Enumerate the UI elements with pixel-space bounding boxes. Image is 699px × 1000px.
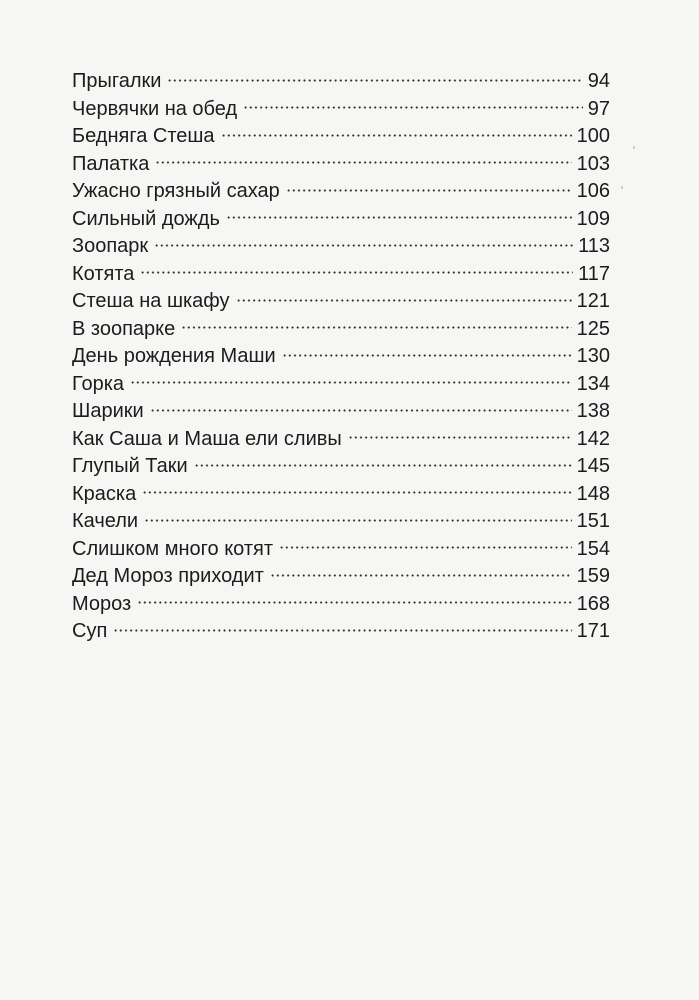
toc-entry-title: Котята xyxy=(72,262,135,285)
toc-entry-page-number: 134 xyxy=(576,372,610,395)
toc-entry xyxy=(72,371,610,399)
toc-entry xyxy=(72,261,610,289)
toc-entry-title: Червячки на обед xyxy=(72,97,238,120)
dot-leader xyxy=(348,435,572,441)
toc-entry-page-number: 130 xyxy=(576,345,610,367)
dot-leader xyxy=(130,380,572,386)
dot-leader xyxy=(140,270,573,276)
dot-leader xyxy=(142,490,571,496)
toc-entry-page-number: 151 xyxy=(576,510,610,532)
toc-entry-title: Глупый Таки xyxy=(72,455,188,477)
toc-entry xyxy=(72,536,610,564)
dot-leader xyxy=(181,325,571,331)
dot-leader xyxy=(150,407,572,413)
toc-entry xyxy=(72,96,610,124)
toc-entry-title: Ужасно грязный сахар xyxy=(72,180,280,202)
toc-entry-title: В зоопарке xyxy=(72,317,176,340)
toc-entry-title: Шарики xyxy=(72,400,144,422)
toc-entry-page-number: 138 xyxy=(576,400,610,422)
dot-leader xyxy=(270,572,572,578)
toc-entry-page-number: 100 xyxy=(576,125,610,147)
toc-entry-page-number: 113 xyxy=(578,235,610,257)
dot-leader xyxy=(286,187,572,193)
toc-entry-page-number: 159 xyxy=(576,565,610,587)
toc-entry-page-number: 171 xyxy=(576,620,610,642)
toc-entry xyxy=(72,481,610,509)
toc-entry-title: Краска xyxy=(72,482,137,505)
toc-entry-title: Стеша на шкафу xyxy=(72,290,230,312)
dot-leader xyxy=(154,242,573,248)
toc-entry xyxy=(72,398,610,426)
toc-entry-title: Как Саша и Маша ели сливы xyxy=(72,427,342,450)
toc-entry-title: Бедняга Стеша xyxy=(72,125,215,147)
toc-entry xyxy=(72,343,610,371)
toc-entry-page-number: 168 xyxy=(576,592,610,615)
dot-leader xyxy=(221,132,572,138)
toc-entry xyxy=(72,151,610,179)
toc-entry-title: Палатка xyxy=(72,152,150,175)
dot-leader xyxy=(236,297,572,303)
toc-entry-page-number: 106 xyxy=(576,180,610,202)
toc-entry xyxy=(72,618,610,646)
dot-leader xyxy=(194,462,572,468)
dot-leader xyxy=(279,545,572,551)
dot-leader xyxy=(137,600,571,606)
toc-entry-title: Дед Мороз приходит xyxy=(72,565,264,587)
dot-leader xyxy=(113,627,571,633)
toc-entry-page-number: 142 xyxy=(576,427,610,450)
paper-speck xyxy=(633,146,635,149)
toc-entry-title: Горка xyxy=(72,372,125,395)
toc-entry-page-number: 148 xyxy=(576,482,610,505)
paper-speck xyxy=(621,186,623,189)
toc-entry xyxy=(72,563,610,591)
toc-entry-title: Слишком много котят xyxy=(72,537,273,560)
toc-entry xyxy=(72,178,610,206)
toc-entry xyxy=(72,508,610,536)
table-of-contents xyxy=(72,68,610,646)
toc-entry xyxy=(72,233,610,261)
toc-entry-page-number: 121 xyxy=(576,290,610,312)
toc-entry-page-number: 109 xyxy=(576,207,610,230)
toc-entry xyxy=(72,426,610,454)
dot-leader xyxy=(155,160,571,166)
toc-entry-page-number: 125 xyxy=(576,317,610,340)
toc-entry-page-number: 103 xyxy=(576,152,610,175)
dot-leader xyxy=(167,77,582,83)
toc-entry xyxy=(72,288,610,316)
toc-entry xyxy=(72,68,610,96)
toc-entry xyxy=(72,316,610,344)
toc-entry xyxy=(72,591,610,619)
toc-entry-title: Прыгалки xyxy=(72,70,162,92)
dot-leader xyxy=(226,215,572,221)
toc-entry-title: Мороз xyxy=(72,592,132,615)
toc-entry-title: День рождения Маши xyxy=(72,345,276,367)
dot-leader xyxy=(282,352,572,358)
toc-entry xyxy=(72,123,610,151)
toc-entry-page-number: 154 xyxy=(576,537,610,560)
toc-entry-title: Сильный дождь xyxy=(72,207,220,230)
toc-entry-title: Суп xyxy=(72,620,108,642)
toc-entry-page-number: 117 xyxy=(578,262,610,285)
toc-entry-page-number: 97 xyxy=(587,97,610,120)
toc-entry-title: Зоопарк xyxy=(72,235,149,257)
dot-leader xyxy=(243,105,583,111)
toc-entry-page-number: 94 xyxy=(587,70,610,92)
toc-entry xyxy=(72,206,610,234)
dot-leader xyxy=(144,517,572,523)
toc-entry-page-number: 145 xyxy=(576,455,610,477)
toc-entry xyxy=(72,453,610,481)
toc-entry-title: Качели xyxy=(72,510,139,532)
